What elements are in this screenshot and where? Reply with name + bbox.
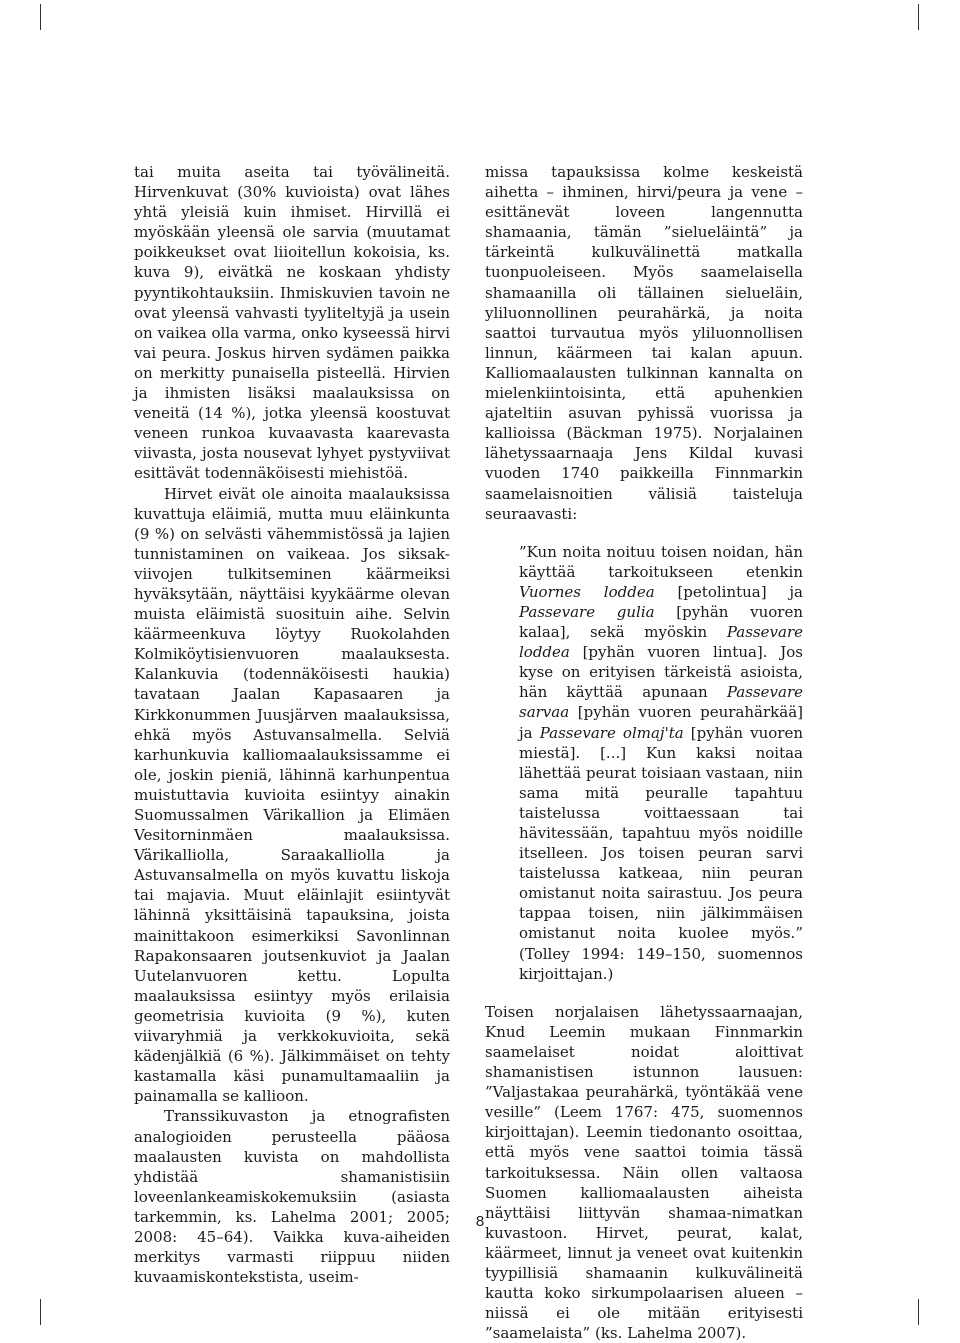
- right-text-column: [485, 162, 803, 1343]
- crop-mark-top-left: [40, 4, 41, 30]
- quote-text: [pyhän vuoren lintua]. Jos kyse on erityisen tärkeistä asioista, hän käyttää apunaan: [519, 643, 803, 702]
- paragraph: Hirvet eivät ole ainoita maalauksissa kuvattuja eläimiä, mutta muu eläinkunta (9 %) on selvästi vähemmistössä ja lajien tunnistaminen on vaikeaa. Jos siksak-viivojen tulkitseminen käärmeiksi hyväksytään, näyttäisi kyykäärme olevan muista eläimistä suosituin aihe. Selvin käärmeenkuva löytyy Ruokolahden Kolmiköytisienvuoren maalauksesta. Kalankuvia (todennäköisesti haukia) tavataan Jaalan Kapasaaren ja Kirkkonummen Juusjärven maalauksissa, ehkä myös Astuvansalmella. Selviä karhunkuvia kalliomaalauksissamme ei ole, joskin pieniä, lähinnä karhunpentua muistuttavia kuvioita esiintyy ainakin Suomussalmen Värikallion ja Elimäen Vesitorninmäen maalauksissa. Värikalliolla, Saraakalliolla ja Astuvansalmella on myös kuvattu liskoja tai majavia. Muut eläinlajit esiintyvät lähinnä yksittäisinä tapauksina, joista mainittakoon esimerkiksi Savonlinnan Rapakonsaaren joutsenkuviot ja Jaalan Uutelanvuoren kettu. Lopulta maalauksissa esiintyy myös erilaisia geometrisia kuvioita (9 %), kuten viivaryhmiä ja verkkokuvioita, sekä kädenjälkiä (6 %). Jälkimmäiset on tehty kastamalla käsi punamultamaaliin ja painamalla se kallioon.: [134, 484, 450, 1106]
- paragraph: tai muita aseita tai työvälineitä. Hirvenkuvat (30% kuvioista) ovat lähes yhtä yleisiä kuin ihmiset. Hirvillä ei myöskään yleensä ole sarvia (muutamat poikkeukset ovat liioitellun kokoisia, ks. kuva 9), eivätkä ne koskaan yhdisty pyyntikohtauksiin. Ihmiskuvien tavoin ne ovat yleensä vahvasti tyyliteltyjä ja usein on vaikea olla varma, onko kyseessä hirvi vai peura. Joskus hirven sydämen paikka on merkitty punaisella pisteellä. Hirvien ja ihmisten lisäksi maalauksissa on veneitä (14 %), jotka yleensä koostuvat veneen runkoa kuvaavasta kaarevasta viivasta, josta nousevat lyhyet pystyviivat esittävät todennäköisesti miehistöä.: [134, 163, 450, 483]
- crop-mark-bottom-right: [918, 1299, 919, 1325]
- quote-text: [pyhän vuoren miestä]. [...] Kun kaksi noitaa lähettää peurat toisiaan vastaan, niin sama mitä peuralle tapahtuu taistelussa voittaessaan tai hävitessään, tapahtuu myös noidille itselleen. Jos toisen peuran sarvi taistelussa katkeaa, niin peuran omistanut noita sairastuu. Jos peura tappaa toisen, niin jälkimmäisen omistanut noita kuolee myös.” (Tolley 1994: 149–150, suomennos kirjoittajan.): [519, 723, 803, 983]
- quote-term: Passevare gulia: [519, 602, 655, 621]
- quote-term: Vuornes loddea: [519, 582, 655, 601]
- paragraph: Toisen norjalaisen lähetyssaarnaajan, Knud Leemin mukaan Finnmarkin saamelaiset noidat aloittivat shamanistisen istunnon lausuen: ”Valjastakaa peurahärkä, työntäkää vene vesille” (Leem 1767: 475, suomennos kirjoittajan). Leemin tiedonanto osoittaa, että myös vene saattoi toimia tässä tarkoituksessa. Näin ollen valtaosa Suomen kalliomaalausten aiheista näyttäisi liittyvän shamaa-nimatkan kuvastoon. Hirvet, peurat, kalat, käärmeet, linnut ja veneet ovat kuitenkin tyypillisiä shamaanin kulkuvälineitä kautta koko sirkumpolaarisen alueen – niissä ei ole mitään erityisesti ”saamelaista” (ks. Lahelma 2007).: [485, 1002, 803, 1343]
- crop-mark-bottom-left: [40, 1299, 41, 1325]
- quote-term: Passevare olmaj'ta: [539, 723, 684, 742]
- crop-mark-top-right: [918, 4, 919, 30]
- block-quote: [519, 542, 803, 984]
- page-number: 8: [475, 1213, 485, 1230]
- quote-text: [pyhän vuoren peurahärkää] ja: [519, 703, 803, 742]
- quote-text: ”Kun noita noituu toisen noidan, hän käyttää tarkoitukseen etenkin: [519, 542, 803, 581]
- paragraph: missa tapauksissa kolme keskeistä aihetta – ihminen, hirvi/peura ja vene – esittänevät loveen langennutta shamaania, tämän ”sielueläintä” ja tärkeintä kulkuvälinettä matkalla tuonpuoleiseen. Myös saamelaisella shamaanilla oli tällainen sielueläin, yliluonnollinen peurahärkä, ja noita saattoi turvautua myös yliluonnollisen linnun, käärmeen tai kalan apuun. Kalliomaalausten tulkinnan kannalta on mielenkiintoisinta, että apuhenkien ajateltiin asuvan pyhissä vuorissa ja kallioissa (Bäckman 1975). Norjalainen lähetyssaarnaaja Jens Kildal kuvasi vuoden 1740 paikkeilla Finnmarkin saamelaisnoitien välisiä taisteluja seuraavasti:: [485, 163, 803, 523]
- quote-term: Passevare sarvaa: [519, 683, 803, 722]
- quote-term: Passevare loddea: [519, 623, 803, 662]
- quote-text: [pyhän vuoren kalaa], sekä myöskin: [519, 602, 803, 642]
- left-text-column: [134, 162, 450, 1287]
- quote-text: [petolintua] ja: [654, 582, 803, 601]
- paragraph: Transsikuvaston ja etnografisten analogioiden perusteella pääosa maalausten kuvista on mahdollista yhdistää shamanistisiin loveenlankeamiskokemuksiin (asiasta tarkemmin, ks. Lahelma 2001; 2005; 2008: 45–64). Vaikka kuva-aiheiden merkitys varmasti riippuu niiden kuvaamiskontekstista, useim-: [134, 1107, 450, 1287]
